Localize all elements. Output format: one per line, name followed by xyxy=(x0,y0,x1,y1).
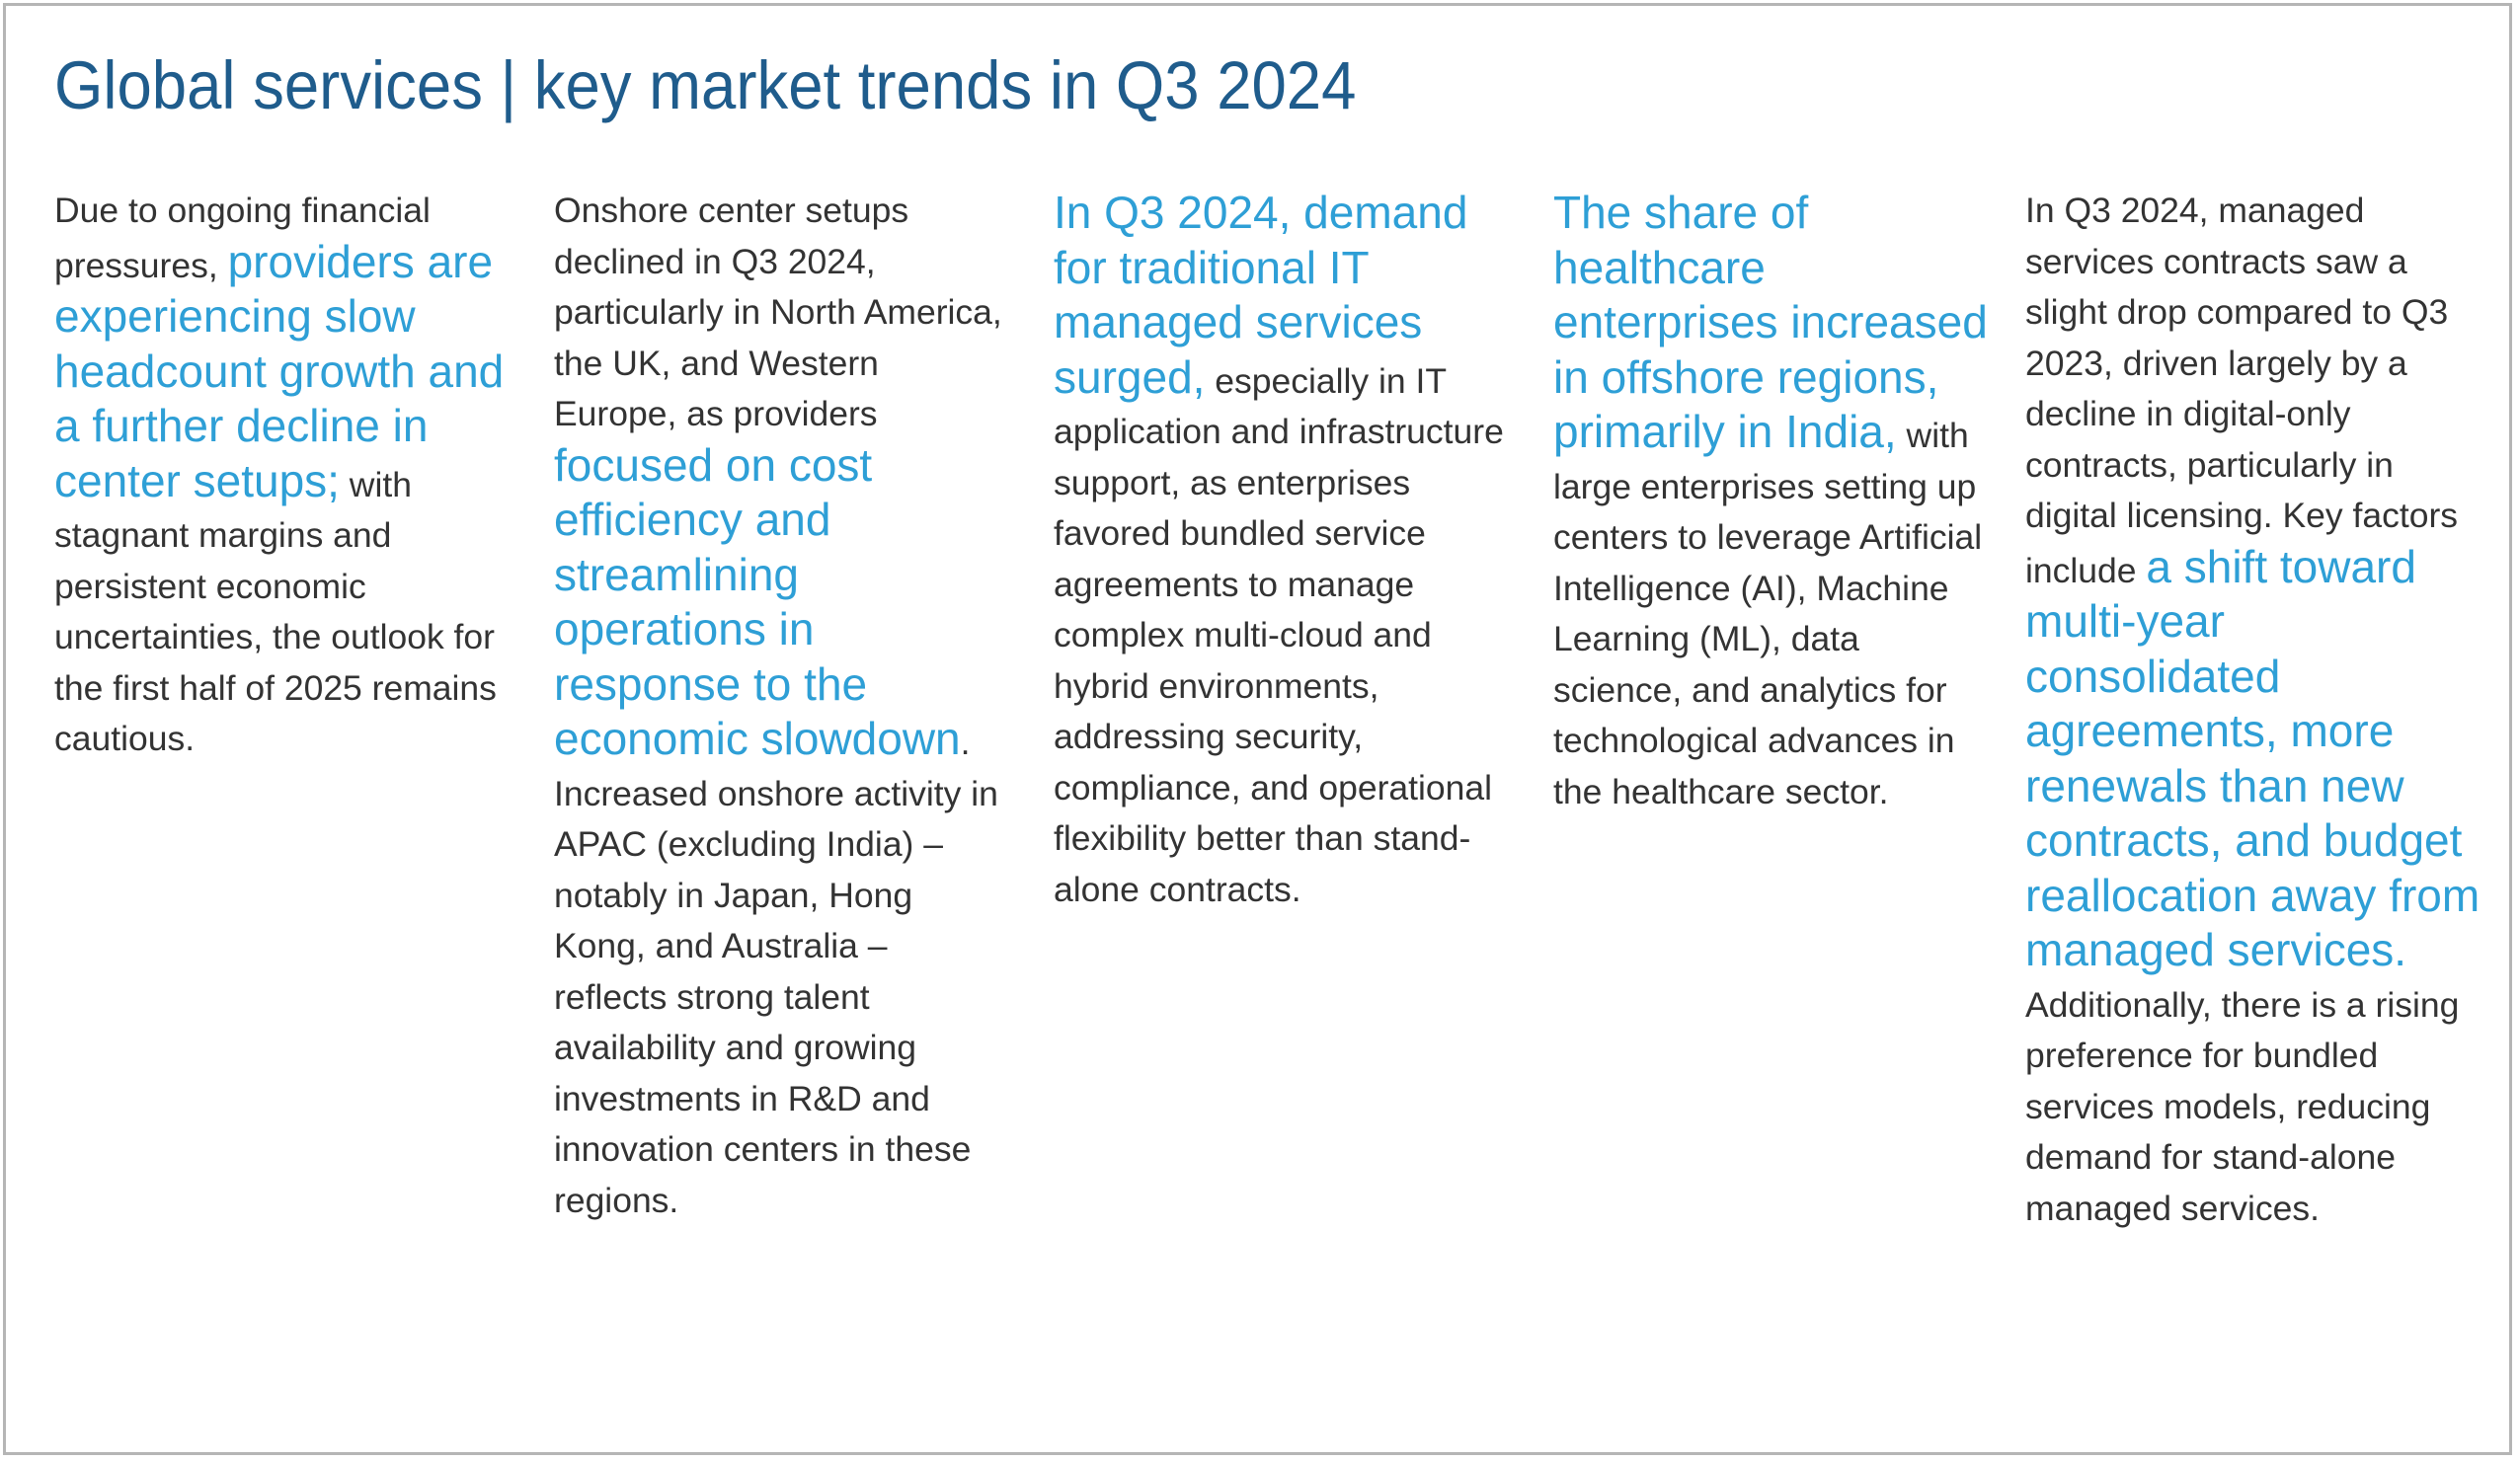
column-2-text-1: Onshore center setups declined in Q3 2024, particularly in North America, the UK, and Western Europe, as providers xyxy=(554,191,1002,433)
column-2-text-2: . Increased onshore activity in APAC (excluding India) – notably in Japan, Hong Kong, and Australia – reflects strong talent availability and growing investments in R&D and innovation centers in these regions. xyxy=(554,723,998,1220)
trend-column-2 xyxy=(554,186,1008,1226)
trend-column-5 xyxy=(2025,186,2489,1234)
column-1-highlight: providers are experiencing slow headcount growth and a further decline in center setups; xyxy=(54,235,505,506)
column-3-highlight: In Q3 2024, demand for traditional IT managed services surged, xyxy=(1054,187,1468,403)
column-1-text-1: Due to ongoing financial pressures, xyxy=(54,191,431,285)
trend-column-1 xyxy=(54,186,509,765)
page-title: Global services | key market trends in Q3 2024 xyxy=(54,47,1357,123)
column-5-text-2: Additionally, there is a rising preference for bundled services models, reducing demand for stand-alone managed services. xyxy=(2025,984,2460,1228)
trend-column-4 xyxy=(1553,188,1988,817)
column-1-text-2: with stagnant margins and persistent economic uncertainties, the outlook for the first half of 2025 remains cautious. xyxy=(54,464,497,758)
column-4-highlight: The share of healthcare enterprises increased in offshore regions, primarily in India, xyxy=(1553,187,1988,457)
column-5-highlight: a shift toward multi-year consolidated agreements, more renewals than new contracts, and budget reallocation away from managed services. xyxy=(2025,540,2481,975)
trend-column-3 xyxy=(1054,188,1518,915)
column-3-text-2: especially in IT application and infrastructure support, as enterprises favored bundled service agreements to manage complex multi-cloud and hybrid environments, addressing security, compliance, and operational flexibility better than stand-alone contracts. xyxy=(1054,360,1504,909)
column-2-highlight: focused on cost efficiency and streamlining operations in response to the economic slowdown xyxy=(554,438,961,764)
column-5-text-1: In Q3 2024, managed services contracts saw a slight drop compared to Q3 2023, driven largely by a decline in digital-only contracts, particularly in digital licensing. Key factors include xyxy=(2025,191,2459,590)
column-4-text-2: with large enterprises setting up centers to leverage Artificial Intelligence (AI), Machine Learning (ML), data science, and analytics for technological advances in the healthcare sector. xyxy=(1553,416,1983,811)
